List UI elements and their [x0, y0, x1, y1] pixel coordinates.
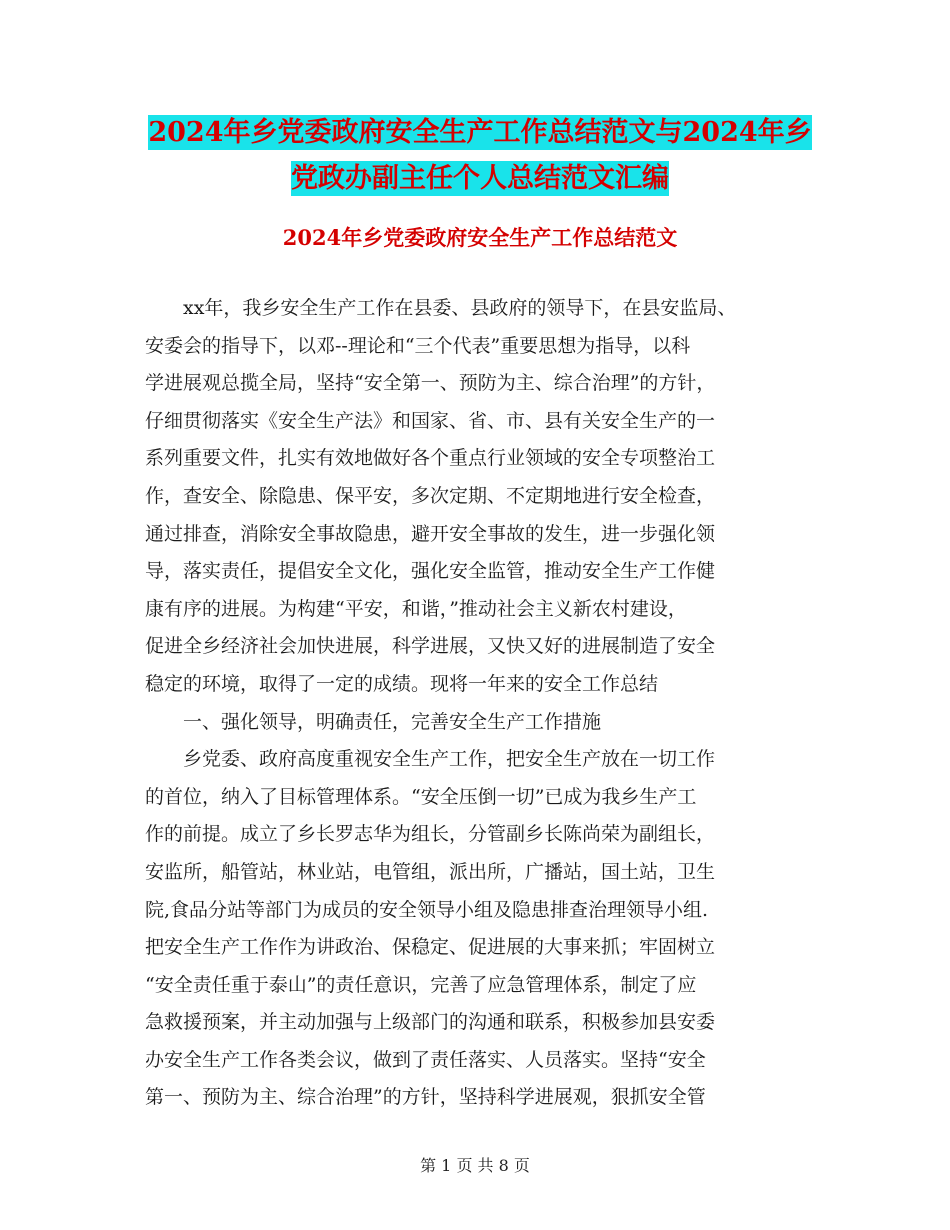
document-body: [145, 290, 815, 1117]
section-title: 2024年乡党委政府安全生产工作总结范文: [282, 225, 678, 250]
title-line-1: 2024年乡党委政府安全生产工作总结范文与2024年乡: [148, 117, 812, 148]
title-line-2: 党政办副主任个人总结范文汇编: [291, 163, 669, 194]
page-footer: 第 1 页 共 8 页: [420, 1156, 530, 1175]
paragraph-intro: xx年，我乡安全生产工作在县委、县政府的领导下，在县安监局、 安委会的指导下，以邓--理论和“三个代表”重要思想为指导，以科 学进展观总揽全局，坚持“安全第一、预防为主、综合治理”的方针， 仔细贯彻落实《安全生产法》和国家、省、市、县有关安全生产的一 系列重要文件，扎实有效地做好各个重点行业领域的安全专项整治工 作，查安全、除隐患、保平安，多次定期、不定期地进行安全检查， 通过排查，消除安全事故隐患，避开安全事故的发生，进一步强化领 导，落实责任，提倡安全文化，强化安全监管，推动安全生产工作健 康有序的进展。为构建“平安，和谐，”推动社会主义新农村建设， 促进全乡经济社会加快进展，科学进展，又快又好的进展制造了安全 稳定的环境，取得了一定的成绩。现将一年来的安全工作总结: [145, 297, 737, 695]
document-title: [140, 110, 820, 202]
paragraph-heading-1: 一、强化领导，明确责任，完善安全生产工作措施: [183, 710, 602, 733]
paragraph-body-1: 乡党委、政府高度重视安全生产工作，把安全生产放在一切工作 的首位，纳入了目标管理体系。“安全压倒一切”已成为我乡生产工 作的前提。成立了乡长罗志华为组长，分管副乡长陈尚荣为副组长， 安监所，船管站，林业站，电管组，派出所，广播站，国土站，卫生 院,食品分站等部门为成员的安全领导小组及隐患排查治理领导小组. 把安全生产工作作为讲政治、保稳定、促进展的大事来抓；牢固树立 “安全责任重于泰山”的责任意识，完善了应急管理体系，制定了应 急救援预案，并主动加强与上级部门的沟通和联系，积极参加县安委 办安全生产工作各类会议，做到了责任落实、人员落实。坚持“安全 第一、预防为主、综合治理”的方针，坚持科学进展观，狠抓安全管: [145, 748, 716, 1109]
